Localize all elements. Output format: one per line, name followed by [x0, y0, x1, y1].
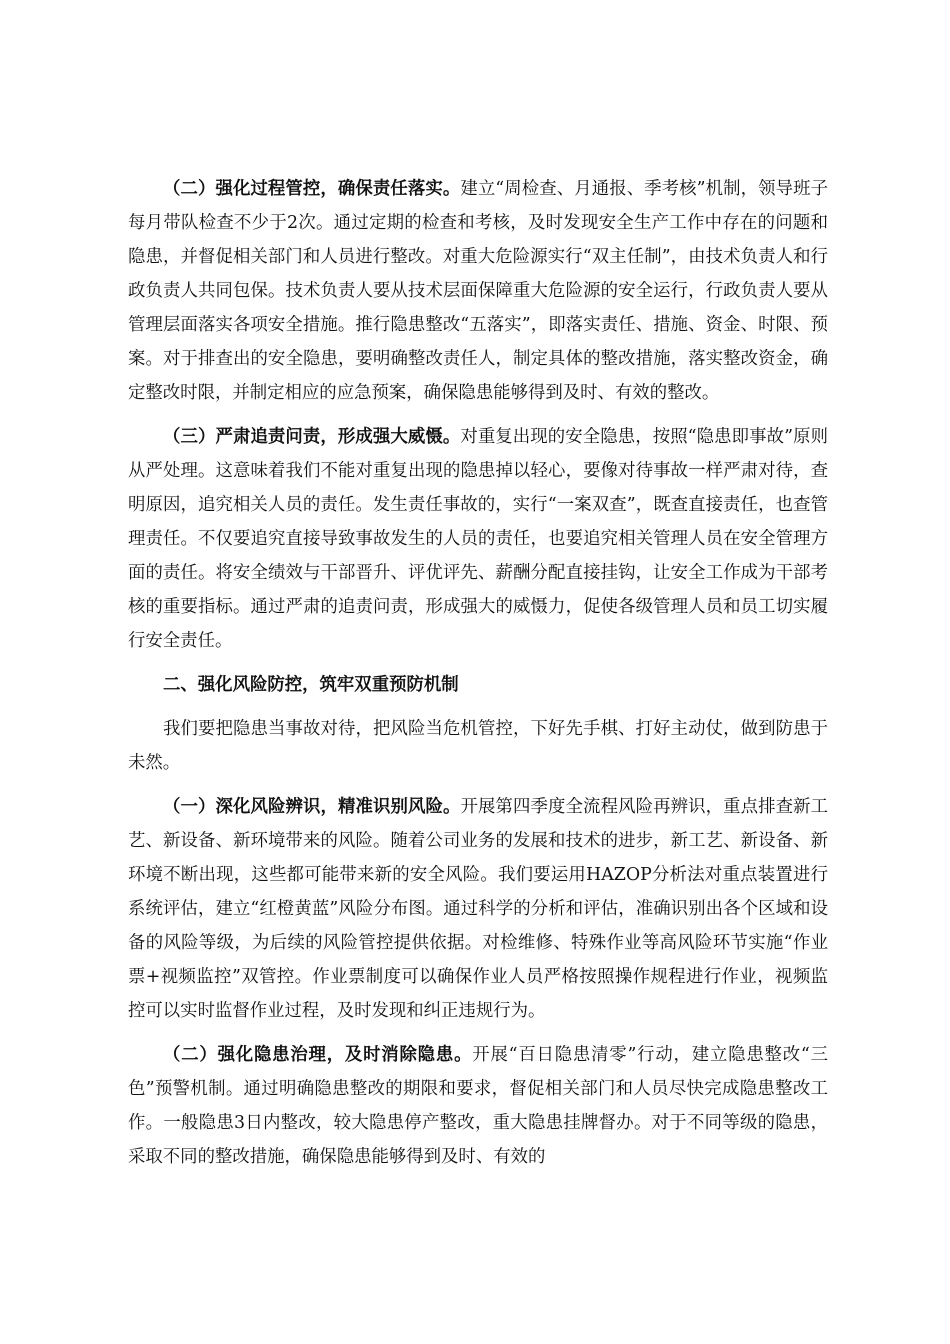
section-heading-risk-control — [128, 668, 828, 702]
paragraph-lead: （二）强化隐患治理，及时消除隐患。 — [163, 1045, 473, 1065]
paragraph-lead: （三）严肃追责问责，形成强大威慑。 — [163, 427, 461, 447]
paragraph-text: 开展“百日隐患清零”行动，建立隐患整改“三色”预警机制。通过明确隐患整改的期限和要求，督促相关部门和人员尽快完成隐患整改工作。一般隐患3日内整改，较大隐患停产整改，重大隐患挂牌督办。对于不同等级的隐患，采取不同的整改措施，确保隐患能够得到及时、有效的 — [128, 1045, 828, 1167]
paragraph-text: 建立“周检查、月通报、季考核”机制，领导班子每月带队检查不少于2次。通过定期的检查和考核，及时发现安全生产工作中存在的问题和隐患，并督促相关部门和人员进行整改。对重大危险源实行“双主任制”，由技术负责人和行政负责人共同包保。技术负责人要从技术层面保障重大危险源的安全运行，行政负责人要从管理层面落实各项安全措施。推行隐患整改“五落实”，即落实责任、措施、资金、时限、预案。对于排查出的安全隐患，要明确整改责任人，制定具体的整改措施，落实整改资金，确定整改时限，并制定相应的应急预案，确保隐患能够得到及时、有效的整改。 — [128, 179, 828, 403]
paragraph-hazard-governance — [128, 1038, 828, 1174]
paragraph-accountability — [128, 420, 828, 658]
paragraph-risk-identification — [128, 790, 828, 1028]
paragraph-process-control — [128, 172, 828, 410]
document-body — [128, 172, 828, 1184]
paragraph-intro — [128, 712, 828, 780]
paragraph-text: 开展第四季度全流程风险再辨识，重点排查新工艺、新设备、新环境带来的风险。随着公司业务的发展和技术的进步，新工艺、新设备、新环境不断出现，这些都可能带来新的安全风险。我们要运用HAZOP分析法对重点装置进行系统评估，建立“红橙黄蓝”风险分布图。通过科学的分析和评估，准确识别出各个区域和设备的风险等级，为后续的风险管控提供依据。对检维修、特殊作业等高风险环节实施“作业票+视频监控”双管控。作业票制度可以确保作业人员严格按照操作规程进行作业，视频监控可以实时监督作业过程，及时发现和纠正违规行为。 — [128, 797, 828, 1021]
paragraph-text: 对重复出现的安全隐患，按照“隐患即事故”原则从严处理。这意味着我们不能对重复出现的隐患掉以轻心，要像对待事故一样严肃对待，查明原因，追究相关人员的责任。发生责任事故的，实行“一案双查”，既查直接责任，也查管理责任。不仅要追究直接导致事故发生的人员的责任，也要追究相关管理人员在安全管理方面的责任。将安全绩效与干部晋升、评优评先、薪酬分配直接挂钩，让安全工作成为干部考核的重要指标。通过严肃的追责问责，形成强大的威慑力，促使各级管理人员和员工切实履行安全责任。 — [128, 427, 828, 651]
paragraph-lead: （一）深化风险辨识，精准识别风险。 — [163, 797, 461, 817]
paragraph-text: 我们要把隐患当事故对待，把风险当危机管控，下好先手棋、打好主动仗，做到防患于未然。 — [128, 719, 828, 773]
paragraph-lead: （二）强化过程管控，确保责任落实。 — [163, 179, 461, 199]
heading-text: 二、强化风险防控，筑牢双重预防机制 — [163, 675, 459, 695]
